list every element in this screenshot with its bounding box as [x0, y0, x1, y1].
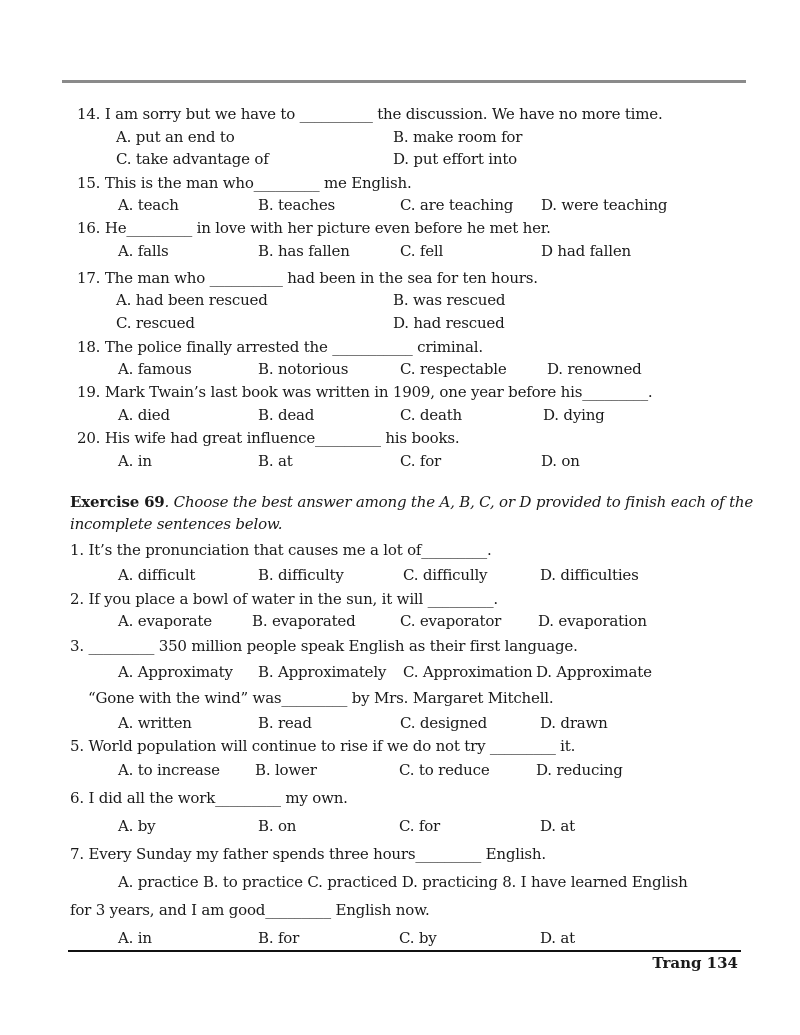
exercise-instruction: . Choose the best answer among the A, B, C, or D provided to finish each of the [164, 493, 754, 511]
question-14-option-d: D. put effort into [393, 150, 517, 168]
question-20-option-a: A. in [118, 452, 152, 470]
question-19-option-d: D. dying [543, 406, 605, 424]
exercise-question-5-option-d: D. reducing [536, 761, 623, 779]
exercise-question-2-option-d: D. evaporation [538, 612, 647, 630]
exercise-question-6-option-b: B. on [258, 817, 297, 835]
question-16-option-d: D had fallen [541, 242, 631, 260]
question-20-option-b: B. at [258, 452, 293, 470]
exercise-question-7-options: A. practice B. to practice C. practiced D. practicing 8. I have learned English [118, 873, 688, 891]
exercise-question-6-option-d: D. at [540, 817, 575, 835]
bottom-divider [68, 950, 741, 952]
question-14-option-a: A. put an end to [116, 128, 235, 146]
question-20-option-c: C. for [400, 452, 442, 470]
exercise-question-3-option-b: B. Approximately [258, 663, 387, 681]
exercise-question-2-option-a: A. evaporate [118, 612, 212, 630]
exercise-question-3-option-a: A. Approximaty [118, 663, 233, 681]
exercise-question-3-option-d: D. Approximate [536, 663, 652, 681]
exercise-heading [70, 493, 753, 511]
exercise-question-4-option-c: C. designed [400, 714, 487, 732]
exercise-question-4-option-a: A. written [118, 714, 192, 732]
exercise-question-3-option-c: C. Approximation [403, 663, 533, 681]
exercise-question-7-stem: 7. Every Sunday my father spends three hours_________ English. [70, 845, 546, 863]
question-15-stem: 15. This is the man who_________ me English. [77, 174, 412, 192]
question-17-option-b: B. was rescued [393, 291, 506, 309]
exercise-question-2-option-b: B. evaporated [252, 612, 356, 630]
question-19-option-a: A. died [118, 406, 170, 424]
exercise-title: Exercise 69 [70, 493, 165, 511]
question-18-option-d: D. renowned [547, 360, 642, 378]
question-18-option-c: C. respectable [400, 360, 507, 378]
exercise-instruction-continued: incomplete sentences below. [70, 515, 283, 533]
question-18-option-b: B. notorious [258, 360, 349, 378]
exercise-question-8-option-d: D. at [540, 929, 575, 947]
question-16-option-b: B. has fallen [258, 242, 350, 260]
exercise-question-8-option-a: A. in [118, 929, 152, 947]
question-20-option-d: D. on [541, 452, 580, 470]
page-number: Trang 134 [652, 954, 738, 972]
exercise-question-6-option-c: C. for [399, 817, 441, 835]
question-15-option-c: C. are teaching [400, 196, 514, 214]
exercise-question-3-stem: 3. _________ 350 million people speak English as their first language. [70, 637, 578, 655]
question-18-stem: 18. The police finally arrested the ___________ criminal. [77, 338, 483, 356]
exercise-question-4-option-d: D. drawn [540, 714, 608, 732]
exercise-question-8-option-c: C. by [399, 929, 437, 947]
exercise-question-6-stem: 6. I did all the work_________ my own. [70, 789, 348, 807]
question-19-stem: 19. Mark Twain’s last book was written in 1909, one year before his_________. [77, 383, 653, 401]
exercise-question-4-stem: “Gone with the wind” was_________ by Mrs. Margaret Mitchell. [88, 689, 554, 707]
exercise-question-4-option-b: B. read [258, 714, 312, 732]
exercise-question-8-stem: for 3 years, and I am good_________ English now. [70, 901, 430, 919]
exercise-question-2-stem: 2. If you place a bowl of water in the sun, it will _________. [70, 590, 498, 608]
exercise-question-2-option-c: C. evaporator [400, 612, 502, 630]
exercise-question-1-option-d: D. difficulties [540, 566, 639, 584]
exercise-question-1-option-c: C. difficully [403, 566, 488, 584]
question-19-option-c: C. death [400, 406, 462, 424]
question-15-option-b: B. teaches [258, 196, 336, 214]
top-divider [62, 80, 746, 83]
question-15-option-a: A. teach [118, 196, 179, 214]
question-17-option-d: D. had rescued [393, 314, 505, 332]
question-17-option-c: C. rescued [116, 314, 195, 332]
exercise-question-5-option-b: B. lower [255, 761, 317, 779]
exercise-question-6-option-a: A. by [118, 817, 156, 835]
question-20-stem: 20. His wife had great influence_________ his books. [77, 429, 460, 447]
exercise-question-1-option-b: B. difficulty [258, 566, 344, 584]
question-17-option-a: A. had been rescued [116, 291, 268, 309]
exercise-question-1-stem: 1. It’s the pronunciation that causes me a lot of_________. [70, 541, 492, 559]
question-17-stem: 17. The man who __________ had been in the sea for ten hours. [77, 269, 538, 287]
exercise-question-1-option-a: A. difficult [118, 566, 196, 584]
question-19-option-b: B. dead [258, 406, 315, 424]
question-14-option-b: B. make room for [393, 128, 523, 146]
question-16-option-c: C. fell [400, 242, 444, 260]
exercise-question-5-stem: 5. World population will continue to rise if we do not try _________ it. [70, 737, 576, 755]
exercise-question-8-option-b: B. for [258, 929, 300, 947]
question-16-option-a: A. falls [118, 242, 169, 260]
question-18-option-a: A. famous [118, 360, 192, 378]
question-15-option-d: D. were teaching [541, 196, 668, 214]
question-14-option-c: C. take advantage of [116, 150, 269, 168]
exercise-question-5-option-a: A. to increase [118, 761, 220, 779]
question-14-stem: 14. I am sorry but we have to __________ the discussion. We have no more time. [77, 105, 663, 123]
exercise-question-5-option-c: C. to reduce [399, 761, 490, 779]
question-16-stem: 16. He_________ in love with her picture even before he met her. [77, 219, 551, 237]
